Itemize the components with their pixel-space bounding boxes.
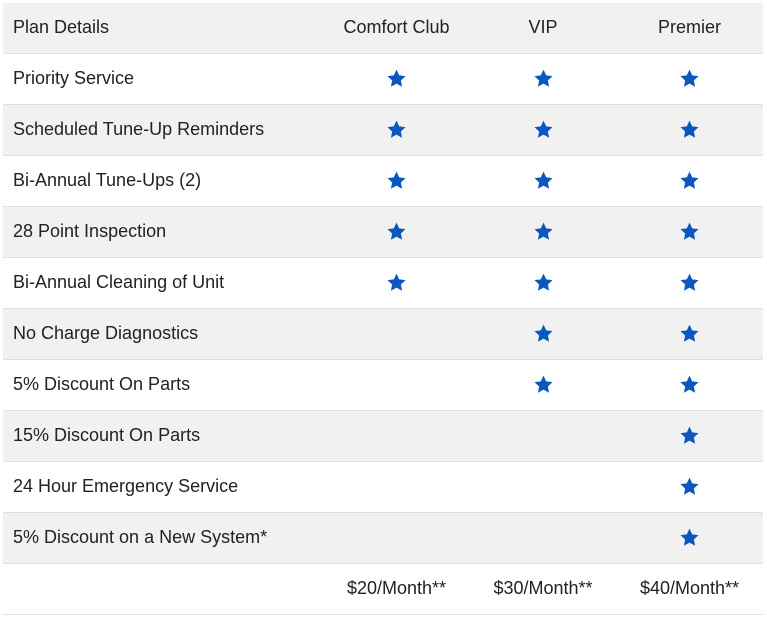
table-row bbox=[3, 53, 763, 104]
cell-vip bbox=[470, 308, 616, 359]
cell-premier bbox=[616, 155, 763, 206]
header-comfort-club: Comfort Club bbox=[323, 3, 470, 53]
table-row bbox=[3, 512, 763, 563]
star-icon bbox=[679, 476, 700, 497]
price-vip: $30/Month** bbox=[470, 563, 616, 614]
cell-comfort-club bbox=[323, 53, 470, 104]
cell-comfort-club bbox=[323, 512, 470, 563]
cell-comfort-club bbox=[323, 410, 470, 461]
star-icon bbox=[679, 221, 700, 242]
cell-premier bbox=[616, 512, 763, 563]
star-icon bbox=[386, 170, 407, 191]
header-plan-details: Plan Details bbox=[3, 3, 323, 53]
feature-label: 28 Point Inspection bbox=[3, 206, 323, 257]
star-icon bbox=[679, 119, 700, 140]
table-row bbox=[3, 359, 763, 410]
plan-comparison bbox=[3, 3, 763, 615]
cell-comfort-club bbox=[323, 104, 470, 155]
cell-vip bbox=[470, 206, 616, 257]
feature-label: 24 Hour Emergency Service bbox=[3, 461, 323, 512]
cell-comfort-club bbox=[323, 359, 470, 410]
cell-premier bbox=[616, 308, 763, 359]
star-icon bbox=[679, 323, 700, 344]
plan-comparison-table bbox=[3, 3, 763, 615]
star-icon bbox=[533, 119, 554, 140]
table-row bbox=[3, 155, 763, 206]
price-label bbox=[3, 563, 323, 614]
star-icon bbox=[386, 119, 407, 140]
cell-vip bbox=[470, 104, 616, 155]
table-row bbox=[3, 308, 763, 359]
star-icon bbox=[533, 272, 554, 293]
star-icon bbox=[386, 221, 407, 242]
cell-vip bbox=[470, 461, 616, 512]
feature-label: 5% Discount On Parts bbox=[3, 359, 323, 410]
cell-comfort-club bbox=[323, 308, 470, 359]
star-icon bbox=[533, 221, 554, 242]
star-icon bbox=[533, 323, 554, 344]
star-icon bbox=[386, 68, 407, 89]
table-row bbox=[3, 206, 763, 257]
table-row bbox=[3, 410, 763, 461]
cell-vip bbox=[470, 155, 616, 206]
cell-premier bbox=[616, 257, 763, 308]
cell-vip bbox=[470, 257, 616, 308]
feature-label: 15% Discount On Parts bbox=[3, 410, 323, 461]
cell-premier bbox=[616, 461, 763, 512]
header-vip: VIP bbox=[470, 3, 616, 53]
cell-comfort-club bbox=[323, 206, 470, 257]
price-premier: $40/Month** bbox=[616, 563, 763, 614]
star-icon bbox=[533, 170, 554, 191]
cell-premier bbox=[616, 206, 763, 257]
table-row bbox=[3, 104, 763, 155]
cell-premier bbox=[616, 410, 763, 461]
cell-vip bbox=[470, 359, 616, 410]
header-premier: Premier bbox=[616, 3, 763, 53]
cell-vip bbox=[470, 53, 616, 104]
cell-premier bbox=[616, 104, 763, 155]
star-icon bbox=[679, 374, 700, 395]
star-icon bbox=[679, 170, 700, 191]
feature-label: Scheduled Tune-Up Reminders bbox=[3, 104, 323, 155]
star-icon bbox=[679, 527, 700, 548]
star-icon bbox=[679, 425, 700, 446]
cell-premier bbox=[616, 359, 763, 410]
table-header-row bbox=[3, 3, 763, 53]
feature-label: No Charge Diagnostics bbox=[3, 308, 323, 359]
star-icon bbox=[679, 68, 700, 89]
cell-premier bbox=[616, 53, 763, 104]
cell-vip bbox=[470, 410, 616, 461]
cell-vip bbox=[470, 512, 616, 563]
star-icon bbox=[533, 374, 554, 395]
cell-comfort-club bbox=[323, 155, 470, 206]
price-row bbox=[3, 563, 763, 614]
table-row bbox=[3, 257, 763, 308]
star-icon bbox=[533, 68, 554, 89]
star-icon bbox=[386, 272, 407, 293]
feature-label: Priority Service bbox=[3, 53, 323, 104]
star-icon bbox=[679, 272, 700, 293]
price-comfort-club: $20/Month** bbox=[323, 563, 470, 614]
cell-comfort-club bbox=[323, 257, 470, 308]
feature-label: Bi-Annual Cleaning of Unit bbox=[3, 257, 323, 308]
feature-label: Bi-Annual Tune-Ups (2) bbox=[3, 155, 323, 206]
table-row bbox=[3, 461, 763, 512]
feature-label: 5% Discount on a New System* bbox=[3, 512, 323, 563]
cell-comfort-club bbox=[323, 461, 470, 512]
